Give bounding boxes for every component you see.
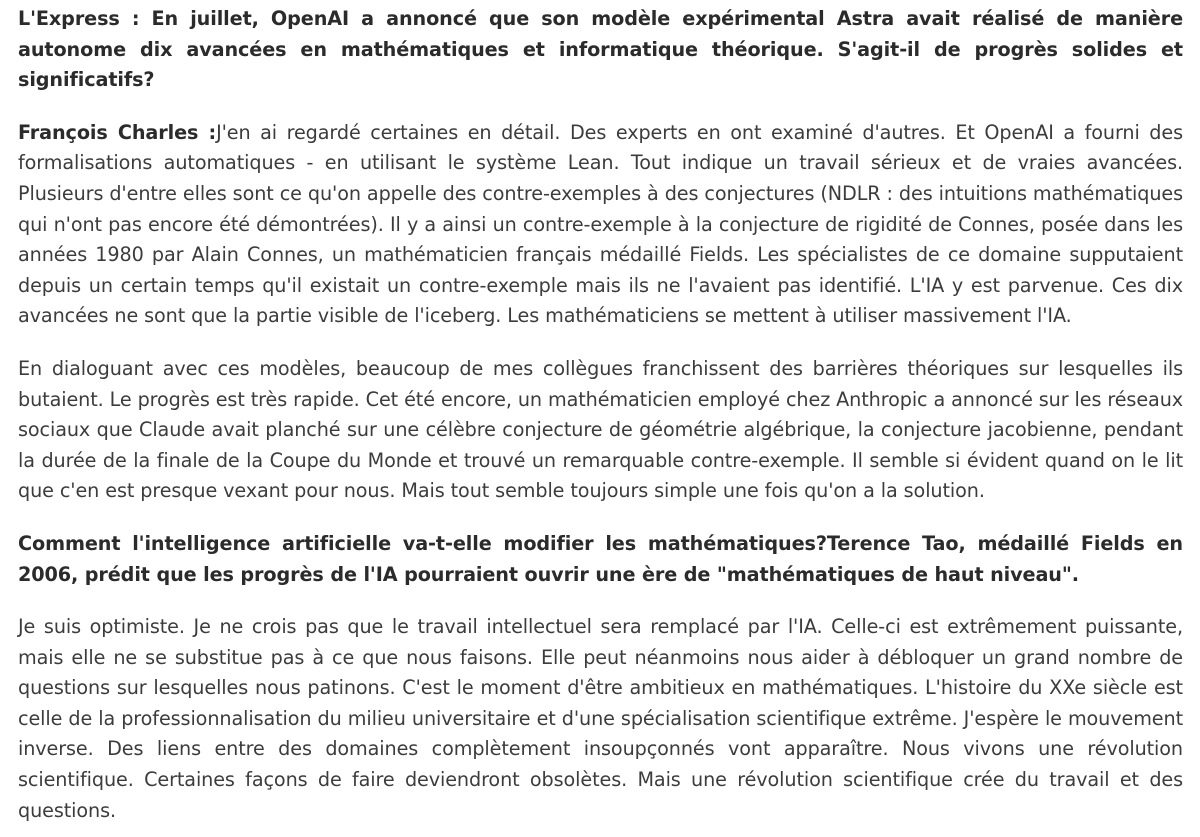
speaker-name: François Charles : [18,120,217,144]
answer-1-text: J'en ai regardé certaines en détail. Des experts en ont examiné d'autres. Et OpenAI a fourni des formalisations automatiques - en utilisant le système Lean. Tout indique un travail sérieux et de vraies avancées. Plusieurs d'entre elles sont ce qu'on appelle des contre-exemples à des conjectures (NDLR : des intuitions mathématiques qui n'ont pas encore été démontrées). Il y a ainsi un contre-exemple à la conjecture de rigidité de Connes, posée dans les années 1980 par Alain Connes, un mathématicien français médaillé Fields. Les spécialistes de ce domaine supputaient depuis un certain temps qu'il existait un contre-exemple mais ils ne l'avaient pas identifié. L'IA y est parvenue. Ces dix avancées ne sont que la partie visible de l'iceberg. Les mathématiciens se mettent à utiliser massivement l'IA. [18,120,1183,328]
interview-answer-2: Je suis optimiste. Je ne crois pas que le travail intellectuel sera remplacé par l'IA. Celle-ci est extrêmement puissante, mais elle ne se substitue pas à ce que nous faisons. Elle peut néanmoins nous aider à débloquer un grand nombre de questions sur lesquelles nous patinons. C'est le moment d'être ambitieux en mathématiques. L'histoire du XXe siècle est celle de la professionnalisation du milieu universitaire et d'une spécialisation scientifique extrême. J'espère le mouvement inverse. Des liens entre des domaines complètement insoupçonnés vont apparaître. Nous vivons une révolution scientifique. Certaines façons de faire deviendront obsolètes. Mais une révolution scientifique crée du travail et des questions. [18,615,1183,822]
interview-answer-1-continued: En dialoguant avec ces modèles, beaucoup de mes collègues franchissent des barrières théoriques sur lesquelles ils butaient. Le progrès est très rapide. Cet été encore, un mathématicien employé chez Anthropic a annoncé sur les réseaux sociaux que Claude avait planché sur une célèbre conjecture de géométrie algébrique, la conjecture jacobienne, pendant la durée de la finale de la Coupe du Monde et trouvé un remarquable contre-exemple. Il semble si évident quand on le lit que c'en est presque vexant pour nous. Mais tout semble toujours simple une fois qu'on a la solution. [18,356,1184,503]
interview-question-1: L'Express : En juillet, OpenAI a annoncé que son modèle expérimental Astra avait réalisé de manière autonome dix avancées en mathématiques et informatique théorique. S'agit-il de progrès solides et significatifs? [18,7,1183,92]
article-body [18,4,1183,826]
interview-question-2: Comment l'intelligence artificielle va-t-elle modifier les mathématiques?Terence Tao, médaillé Fields en 2006, prédit que les progrès de l'IA pourraient ouvrir une ère de "mathématiques de haut niveau". [18,531,1183,586]
interview-answer-1 [18,118,1183,332]
